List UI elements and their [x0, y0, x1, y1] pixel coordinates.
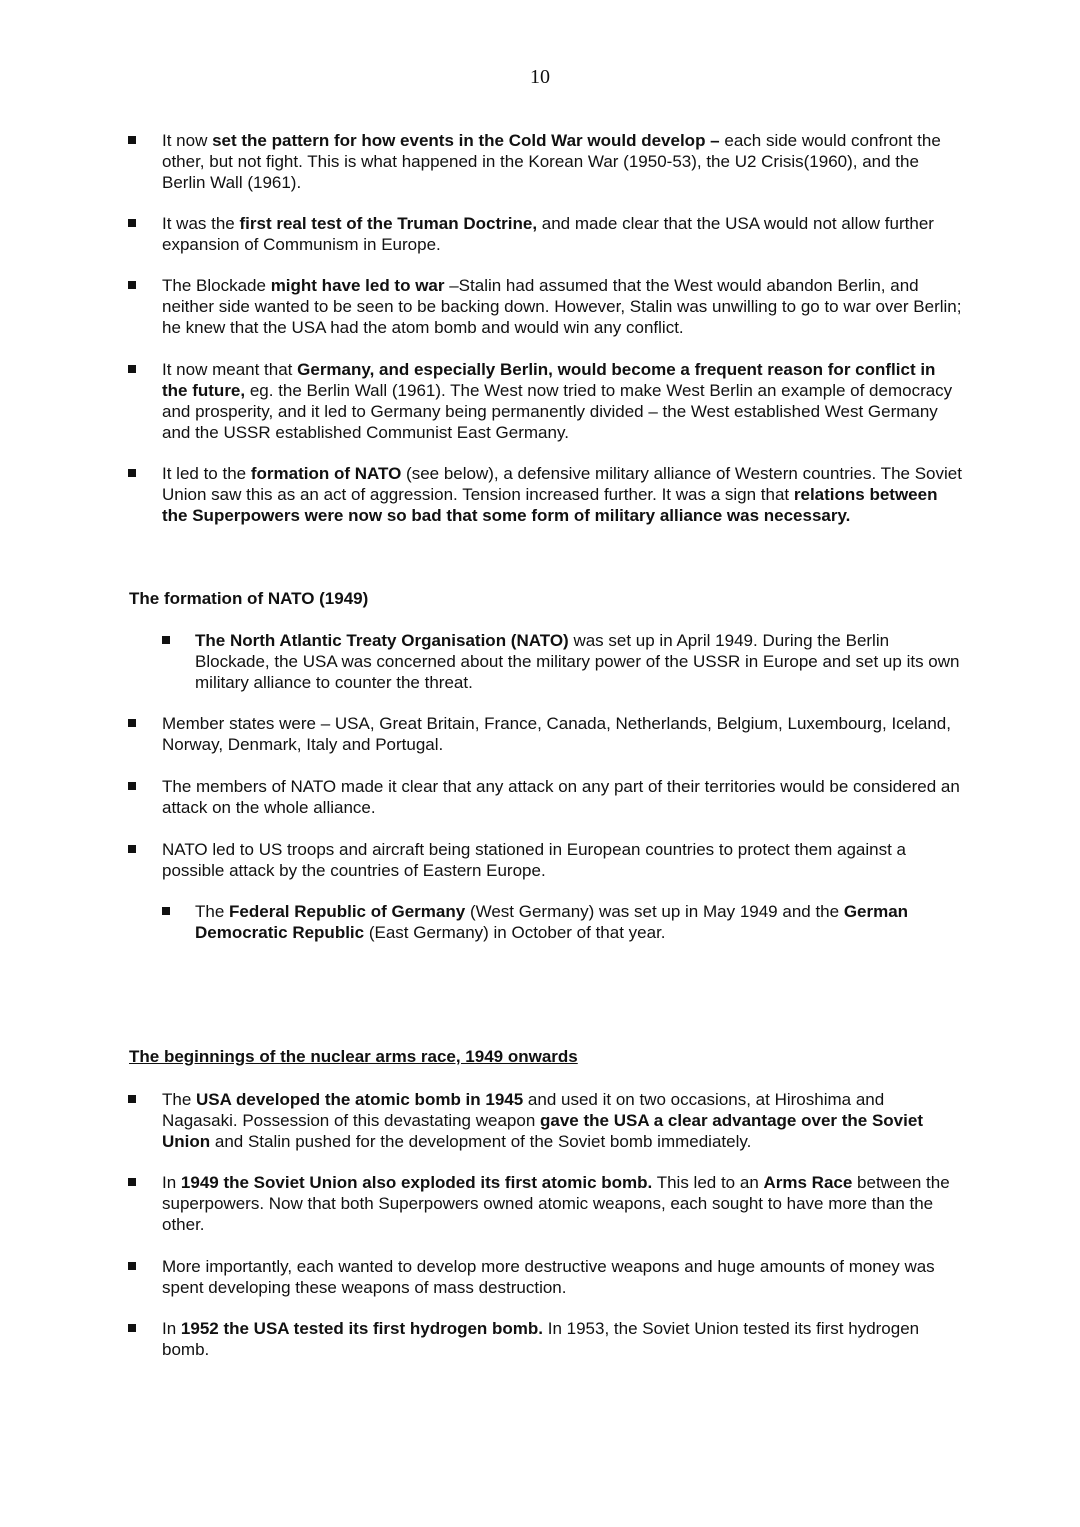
bullet-formation-nato: It led to the formation of NATO (see below), a defensive military alliance of Western countries. The Soviet Union saw this as an act of aggression. Tension increased further. It was a sign that relations between the Superpowers were now so bad that some form of military alliance was necessary. [162, 464, 962, 525]
bullet-member-states: Member states were – USA, Great Britain, France, Canada, Netherlands, Belgium, Luxembourg, Iceland, Norway, Denmark, Italy and Portugal. [162, 714, 951, 754]
bullet-destructive-weapons: More importantly, each wanted to develop more destructive weapons and huge amounts of money was spent developing these weapons of mass destruction. [162, 1257, 935, 1297]
bullet-marker [128, 845, 136, 853]
bullet-marker [128, 1262, 136, 1270]
bullet-us-troops: NATO led to US troops and aircraft being stationed in European countries to protect them against a possible attack by the countries of Eastern Europe. [162, 840, 907, 880]
bullet-marker [128, 136, 136, 144]
bullet-germany-berlin: It now meant that Germany, and especially Berlin, would become a frequent reason for conflict in the future, eg. the Berlin Wall (1961). The West now tried to make West Berlin an example of democracy and prosperity, and it led to Germany being permanently divided – the West established West Germany and the USSR established Communist East Germany. [162, 360, 953, 442]
bullet-cold-war-pattern: It now set the pattern for how events in the Cold War would develop – each side would confront the other, but not fight. This is what happened in the Korean War (1950-53), the U2 Crisis(1960), and the Berlin Wall (1961). [162, 131, 941, 192]
bullet-truman-doctrine: It was the first real test of the Truman Doctrine, and made clear that the USA would not allow further expansion of Communism in Europe. [162, 214, 934, 254]
bullet-nato-setup: The North Atlantic Treaty Organisation (NATO) was set up in April 1949. During the Berlin Blockade, the USA was concerned about the military power of the USSR in Europe and set up its own military alliance to counter the threat. [195, 631, 960, 692]
bullet-marker [128, 782, 136, 790]
bullet-marker [128, 719, 136, 727]
bullet-marker [162, 907, 170, 915]
section-heading-nato: The formation of NATO (1949) [129, 589, 369, 608]
bullet-usa-atomic-bomb: The USA developed the atomic bomb in 1945 and used it on two occasions, at Hiroshima and Nagasaki. Possession of this devastating weapon gave the USA a clear advantage over the Soviet Union and Stalin pushed for the development of the Soviet bomb immediately. [162, 1090, 923, 1151]
bullet-marker [128, 1324, 136, 1332]
bullet-marker [128, 1095, 136, 1103]
bullet-marker [128, 281, 136, 289]
section-heading-arms-race: The beginnings of the nuclear arms race, 1949 onwards [129, 1047, 578, 1066]
bullet-attack-clause: The members of NATO made it clear that any attack on any part of their territories would be considered an attack on the whole alliance. [162, 777, 960, 817]
bullet-marker [128, 1178, 136, 1186]
page-number: 10 [530, 66, 550, 88]
bullet-hydrogen-bomb: In 1952 the USA tested its first hydrogen bomb. In 1953, the Soviet Union tested its first hydrogen bomb. [162, 1319, 920, 1359]
bullet-marker [128, 365, 136, 373]
bullet-two-germanies: The Federal Republic of Germany (West Germany) was set up in May 1949 and the German Democratic Republic (East Germany) in October of that year. [195, 902, 909, 942]
bullet-blockade-war: The Blockade might have led to war –Stalin had assumed that the West would abandon Berlin, and neither side wanted to be seen to be backing down. However, Stalin was unwilling to go to war over Berlin; he knew that the USA had the atom bomb and would win any conflict. [162, 276, 962, 337]
bullet-marker [128, 219, 136, 227]
bullet-marker [162, 636, 170, 644]
bullet-soviet-atomic-bomb: In 1949 the Soviet Union also exploded its first atomic bomb. This led to an Arms Race between the superpowers. Now that both Superpowers owned atomic weapons, each sought to have more than the other. [162, 1173, 950, 1234]
bullet-marker [128, 469, 136, 477]
